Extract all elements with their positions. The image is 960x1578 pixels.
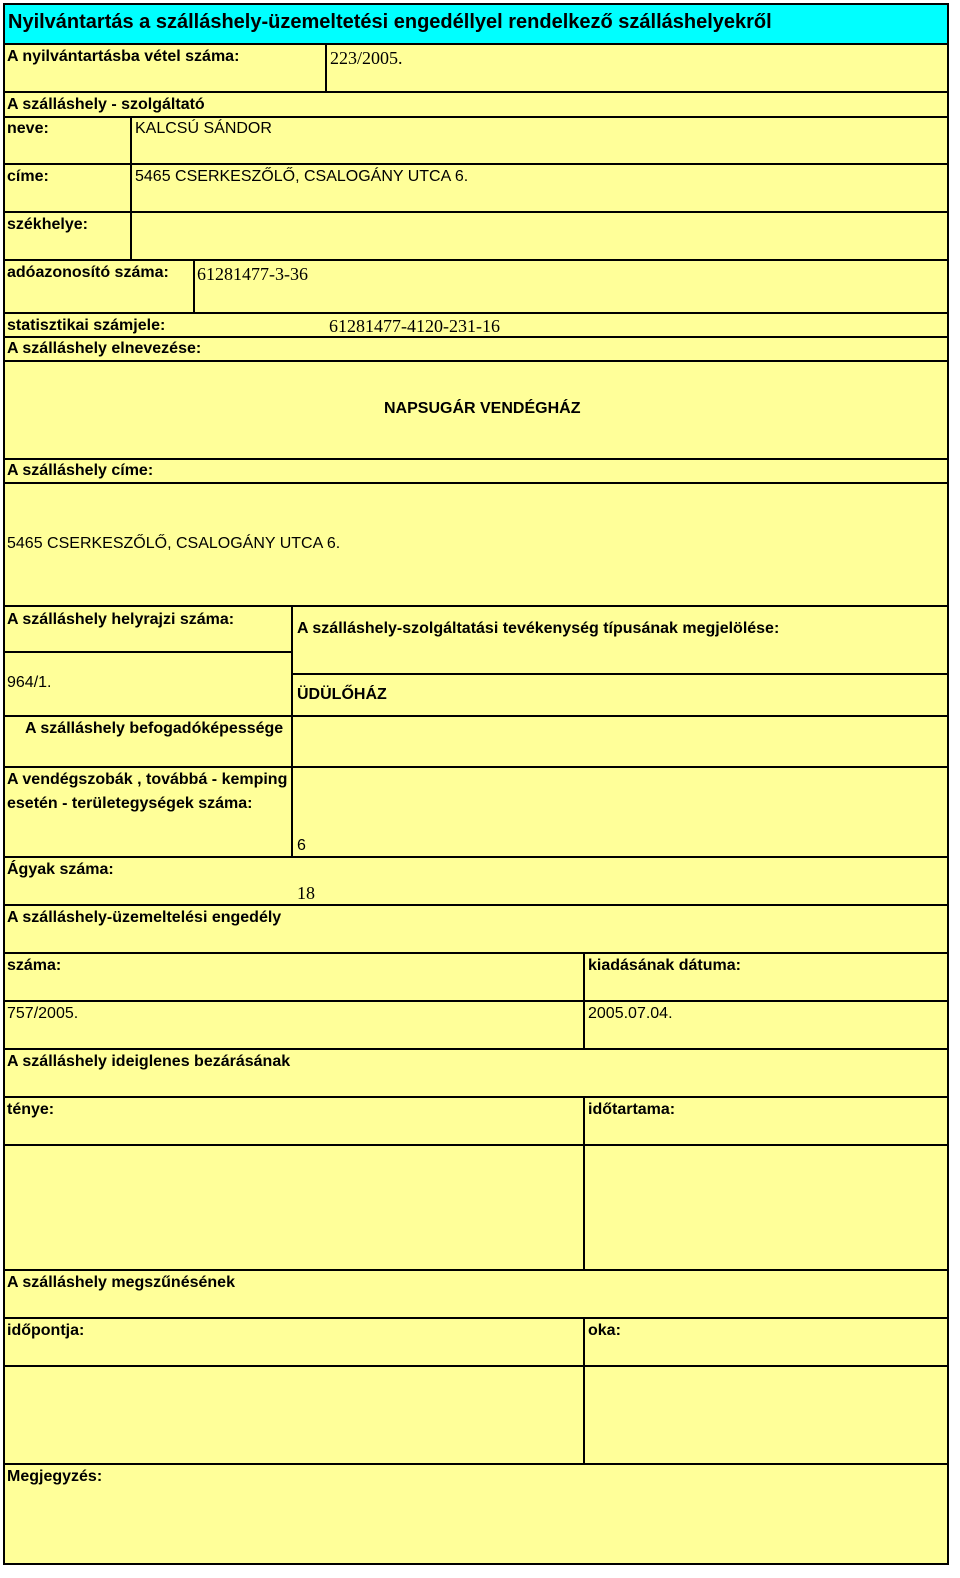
grid-line [3,1048,949,1050]
grid-line [3,91,949,93]
grid-line [3,1144,949,1146]
notes-label: Megjegyzés: [7,1468,103,1485]
registration-number-value: 223/2005. [330,48,403,68]
grid-line [3,1096,949,1098]
permit-heading: A szálláshely-üzemeltelési engedély [7,909,282,926]
rooms-label-line2: esetén - területegységek száma: [7,795,253,812]
grid-line [325,43,327,93]
lot-number-value: 964/1. [7,674,52,691]
closure-heading: A szálláshely ideiglenes bezárásának [7,1053,291,1070]
permit-number-value: 757/2005. [7,1005,79,1022]
accommodation-address-label: A szálláshely címe: [7,462,154,479]
capacity-heading: A szálláshely befogadóképessége [25,720,284,737]
grid-line [3,605,949,607]
grid-line [291,605,293,858]
termination-heading: A szálláshely megszűnésének [7,1274,235,1291]
provider-address-label: címe: [7,168,49,185]
service-type-label: A szálláshely-szolgáltatási tevékenység típusának megjelölése: [297,620,780,637]
grid-line [3,3,949,5]
accommodation-name-value: NAPSUGÁR VENDÉGHÁZ [384,400,581,417]
grid-line [3,1365,949,1367]
rooms-value: 6 [297,837,306,854]
accommodation-address-value: 5465 CSERKESZŐLŐ, CSALOGÁNY UTCA 6. [7,535,341,552]
grid-line [3,904,949,906]
closure-duration-label: időtartama: [588,1101,676,1118]
grid-line [3,163,949,165]
grid-line [3,458,949,460]
provider-address-value: 5465 CSERKESZŐLŐ, CSALOGÁNY UTCA 6. [135,168,469,185]
grid-line [3,482,949,484]
grid-line [3,1463,949,1465]
grid-line [293,673,949,675]
grid-line [3,1269,949,1271]
lot-number-label: A szálláshely helyrajzi száma: [7,611,235,628]
provider-stat-label: statisztikai számjele: [7,317,166,334]
grid-line [583,1317,585,1465]
grid-line [3,3,5,1565]
permit-date-label: kiadásának dátuma: [588,957,741,974]
grid-line [3,856,949,858]
permit-date-value: 2005.07.04. [588,1005,673,1022]
accommodation-name-label: A szálláshely elnevezése: [7,340,202,357]
grid-line [3,312,949,314]
rooms-label-line1: A vendégszobák , továbbá - kemping [7,771,288,788]
grid-line [3,1563,949,1565]
registration-number-label: A nyilvántartásba vétel száma: [7,48,240,65]
grid-line [3,336,949,338]
provider-tax-label: adóazonosító száma: [7,264,169,281]
provider-heading: A szálláshely - szolgáltató [7,96,205,113]
permit-number-label: száma: [7,957,62,974]
grid-line [130,116,132,261]
grid-line [3,43,949,45]
page-title: Nyilvántartás a szálláshely-üzemeltetési engedéllyel rendelkező szálláshelyekről [8,11,772,33]
provider-name-label: neve: [7,120,49,137]
grid-line [3,715,949,717]
provider-tax-value: 61281477-3-36 [197,264,308,284]
grid-line [947,3,949,1565]
provider-stat-value: 61281477-4120-231-16 [329,316,500,336]
termination-reason-label: oka: [588,1322,621,1339]
provider-seat-label: székhelye: [7,216,88,233]
beds-label: Ágyak száma: [7,861,114,878]
grid-line [3,651,293,653]
provider-name-value: KALCSÚ SÁNDOR [135,120,272,137]
grid-line [3,259,949,261]
closure-fact-label: ténye: [7,1101,55,1118]
grid-line [3,766,949,768]
termination-time-label: időpontja: [7,1322,85,1339]
grid-line [193,259,195,314]
service-type-value: ÜDÜLŐHÁZ [297,686,387,703]
grid-line [3,116,949,118]
grid-line [583,1096,585,1271]
grid-line [3,952,949,954]
grid-line [3,1317,949,1319]
grid-line [3,360,949,362]
grid-line [3,1000,949,1002]
grid-line [3,211,949,213]
grid-line [583,952,585,1050]
beds-value: 18 [297,883,315,903]
